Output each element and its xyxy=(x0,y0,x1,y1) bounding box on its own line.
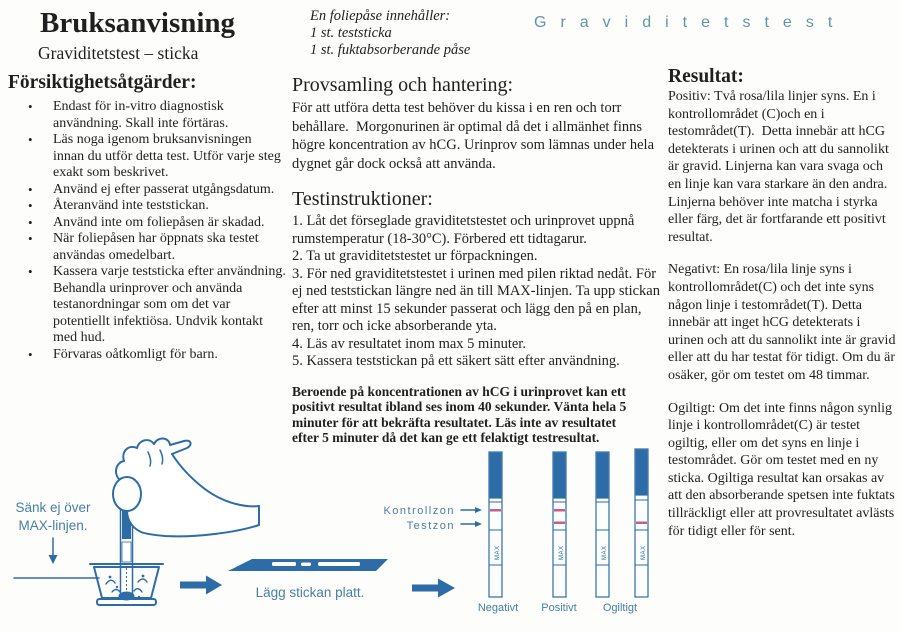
instruction-steps xyxy=(292,213,660,371)
svg-text:MAX: MAX xyxy=(641,545,647,560)
precaution-text: Läs noga igenom bruksanvisningen innan du utför detta test. Utför varje steg exakt som beskrivet. xyxy=(53,132,281,181)
package-contents-line: 1 st. fuktabsorberande påse xyxy=(310,42,471,58)
result-paragraph: Negativt: En rosa/lila linje syns i kontrollområdet(C) och det inte syns någon linje i testområdet(T). Detta innebär att inget hCG detekterats i urinen och att du sannolikt inte är gravid eller att du har testat för tidigt. Om du är osäker, gör om testet om 48 timmar. xyxy=(668,262,899,383)
precaution-item xyxy=(8,198,286,215)
results-paragraphs xyxy=(668,88,899,540)
test-strip-positive xyxy=(553,452,566,597)
svg-text:MAX: MAX xyxy=(495,545,501,560)
instruction-step: 2. Ta ut graviditetstestet ur förpackningen. xyxy=(292,248,538,264)
brand-title: Graviditetstest xyxy=(534,14,847,31)
precaution-text: Förvaras oåtkomligt för barn. xyxy=(53,346,218,362)
right-arrow-icon xyxy=(412,579,455,598)
svg-text:Sänk ej över: Sänk ej över xyxy=(15,500,91,515)
down-arrow-icon xyxy=(49,538,58,564)
package-contents-line: 1 st. teststicka xyxy=(310,25,392,41)
precaution-text: Kassera varje teststicka efter användning. Behandla urinprover och använda testanordningar som om det var potentiellt infektiösa. Undvik kontakt med hud. xyxy=(53,264,286,346)
instructions-heading: Testinstruktioner: xyxy=(292,188,433,210)
result-paragraph: Ogiltigt: Om det inte finns någon synlig linje i kontrollområdet(C) är testet ogiltig, eller om det syns en linje i testområdet. Gör om testet med en ny sticka. Ogiltiga resultat kan orsakas av att den absorberande spetsen inte fuktats tillräckligt eller att provresultatet avlästs för tidigt eller för sent. xyxy=(668,400,899,539)
svg-text:Kontrollzon: Kontrollzon xyxy=(383,505,455,517)
svg-text:MAX-linjen.: MAX-linjen. xyxy=(18,518,88,533)
sampling-heading: Provsamling och hantering: xyxy=(292,74,514,96)
bullet-marker: • xyxy=(28,346,33,362)
precaution-text: Använd ej efter passerat utgångsdatum. xyxy=(53,181,275,197)
results-heading: Resultat: xyxy=(668,66,744,87)
thumb xyxy=(113,477,141,511)
results-column xyxy=(668,66,899,555)
precautions-heading: Försiktighetsåtgärder: xyxy=(8,72,197,94)
hand-illustration xyxy=(113,438,259,536)
bullet-marker: • xyxy=(28,99,33,115)
svg-text:MAX: MAX xyxy=(559,545,565,560)
flat-caption: Lägg stickan platt. xyxy=(255,585,365,600)
precaution-item xyxy=(8,215,286,232)
instruction-step: 5. Kassera teststickan på ett säkert sätt efter användning. xyxy=(292,353,620,369)
package-contents-line: En foliepåse innehåller: xyxy=(310,8,451,24)
zone-labels xyxy=(383,505,482,532)
precaution-text: Endast för in-vitro diagnostisk användning. Skall inte förtäras. xyxy=(53,99,229,131)
precaution-item xyxy=(8,99,286,132)
instruction-step: 3. För ned graviditetstestet i urinen med pilen riktad nedåt. För ej ned teststickan längre ned än till MAX-linjen. Ta upp stickan efter att minst 15 sekunder passerat och lägg den på en plan, ren, torr och icke absorberande yta. xyxy=(292,265,660,334)
page-title: Bruksanvisning xyxy=(40,7,236,39)
flat-test-strip xyxy=(228,559,388,571)
precaution-item xyxy=(8,347,286,364)
left-column xyxy=(8,8,286,363)
precaution-item xyxy=(8,132,286,182)
instruction-step: 4. Läs av resultatet inom max 5 minuter. xyxy=(292,335,526,352)
result-paragraph: Positiv: Två rosa/lila linjer syns. En i kontrollområdet (C)och en i testområdet(T). Detta innebär att hCG detekterats i urinen och att du sannolikt är gravid. Linjerna kan vara svaga och en linje kan vara starkare än den andra. Linjerna behöver inte matcha i styrka eller färg, det är fortfarande ett positivt resultat. xyxy=(668,89,893,245)
precaution-item xyxy=(8,231,286,264)
max-line-caption xyxy=(15,500,91,533)
precautions-list xyxy=(8,99,286,363)
bullet-marker: • xyxy=(28,198,33,214)
usage-diagram xyxy=(0,430,668,632)
instruction-step: 1. Låt det förseglade graviditetstestet och urinprovet uppnå rumstemperatur (18-30°C). Förbered ett tidtagarur. xyxy=(292,213,635,247)
package-contents xyxy=(310,8,660,59)
precaution-item xyxy=(8,182,286,199)
test-strip-invalid-blank xyxy=(596,452,609,597)
precaution-text: Använd inte om foliepåsen är skadad. xyxy=(53,214,265,230)
timing-note: Beroende på koncentrationen av hCG i urinprovet kan ett positivt resultat ibland ses inom 40 sekunder. Vänta hela 5 minuter för att bekräfta resultatet. Läs inte av resultatet efter 5 minuter då det kan ge ett felaktigt testresultat. xyxy=(292,383,627,445)
page-subtitle: Graviditetstest – sticka xyxy=(38,42,199,63)
bullet-marker: • xyxy=(28,132,33,148)
strip-caption-invalid: Ogiltigt xyxy=(602,602,638,614)
precaution-text: När foliepåsen har öppnats ska testet användas omedelbart. xyxy=(53,231,259,263)
bullet-marker: • xyxy=(28,181,33,197)
sampling-body: För att utföra detta test behöver du kissa i en ren och torr behållare. Morgonurinen är optimal då det i allmänhet finns högre koncentration av hCG. Urinprov som lämnas under hela dygnet går dock också att använda. xyxy=(292,100,658,172)
strip-caption-positive: Positivt xyxy=(541,602,577,614)
test-strip-invalid-testline xyxy=(635,449,648,597)
bullet-marker: • xyxy=(28,264,33,280)
bullet-marker: • xyxy=(28,214,33,230)
test-strip-negative xyxy=(489,452,502,597)
right-arrow-icon xyxy=(180,576,222,595)
precaution-text: Återanvänd inte teststickan. xyxy=(53,198,209,214)
precaution-item xyxy=(8,264,286,347)
svg-text:Testzon: Testzon xyxy=(406,520,455,532)
strip-caption-negative: Negativt xyxy=(477,602,519,614)
middle-column xyxy=(292,8,660,459)
svg-text:MAX: MAX xyxy=(602,545,608,560)
bullet-marker: • xyxy=(28,231,33,247)
